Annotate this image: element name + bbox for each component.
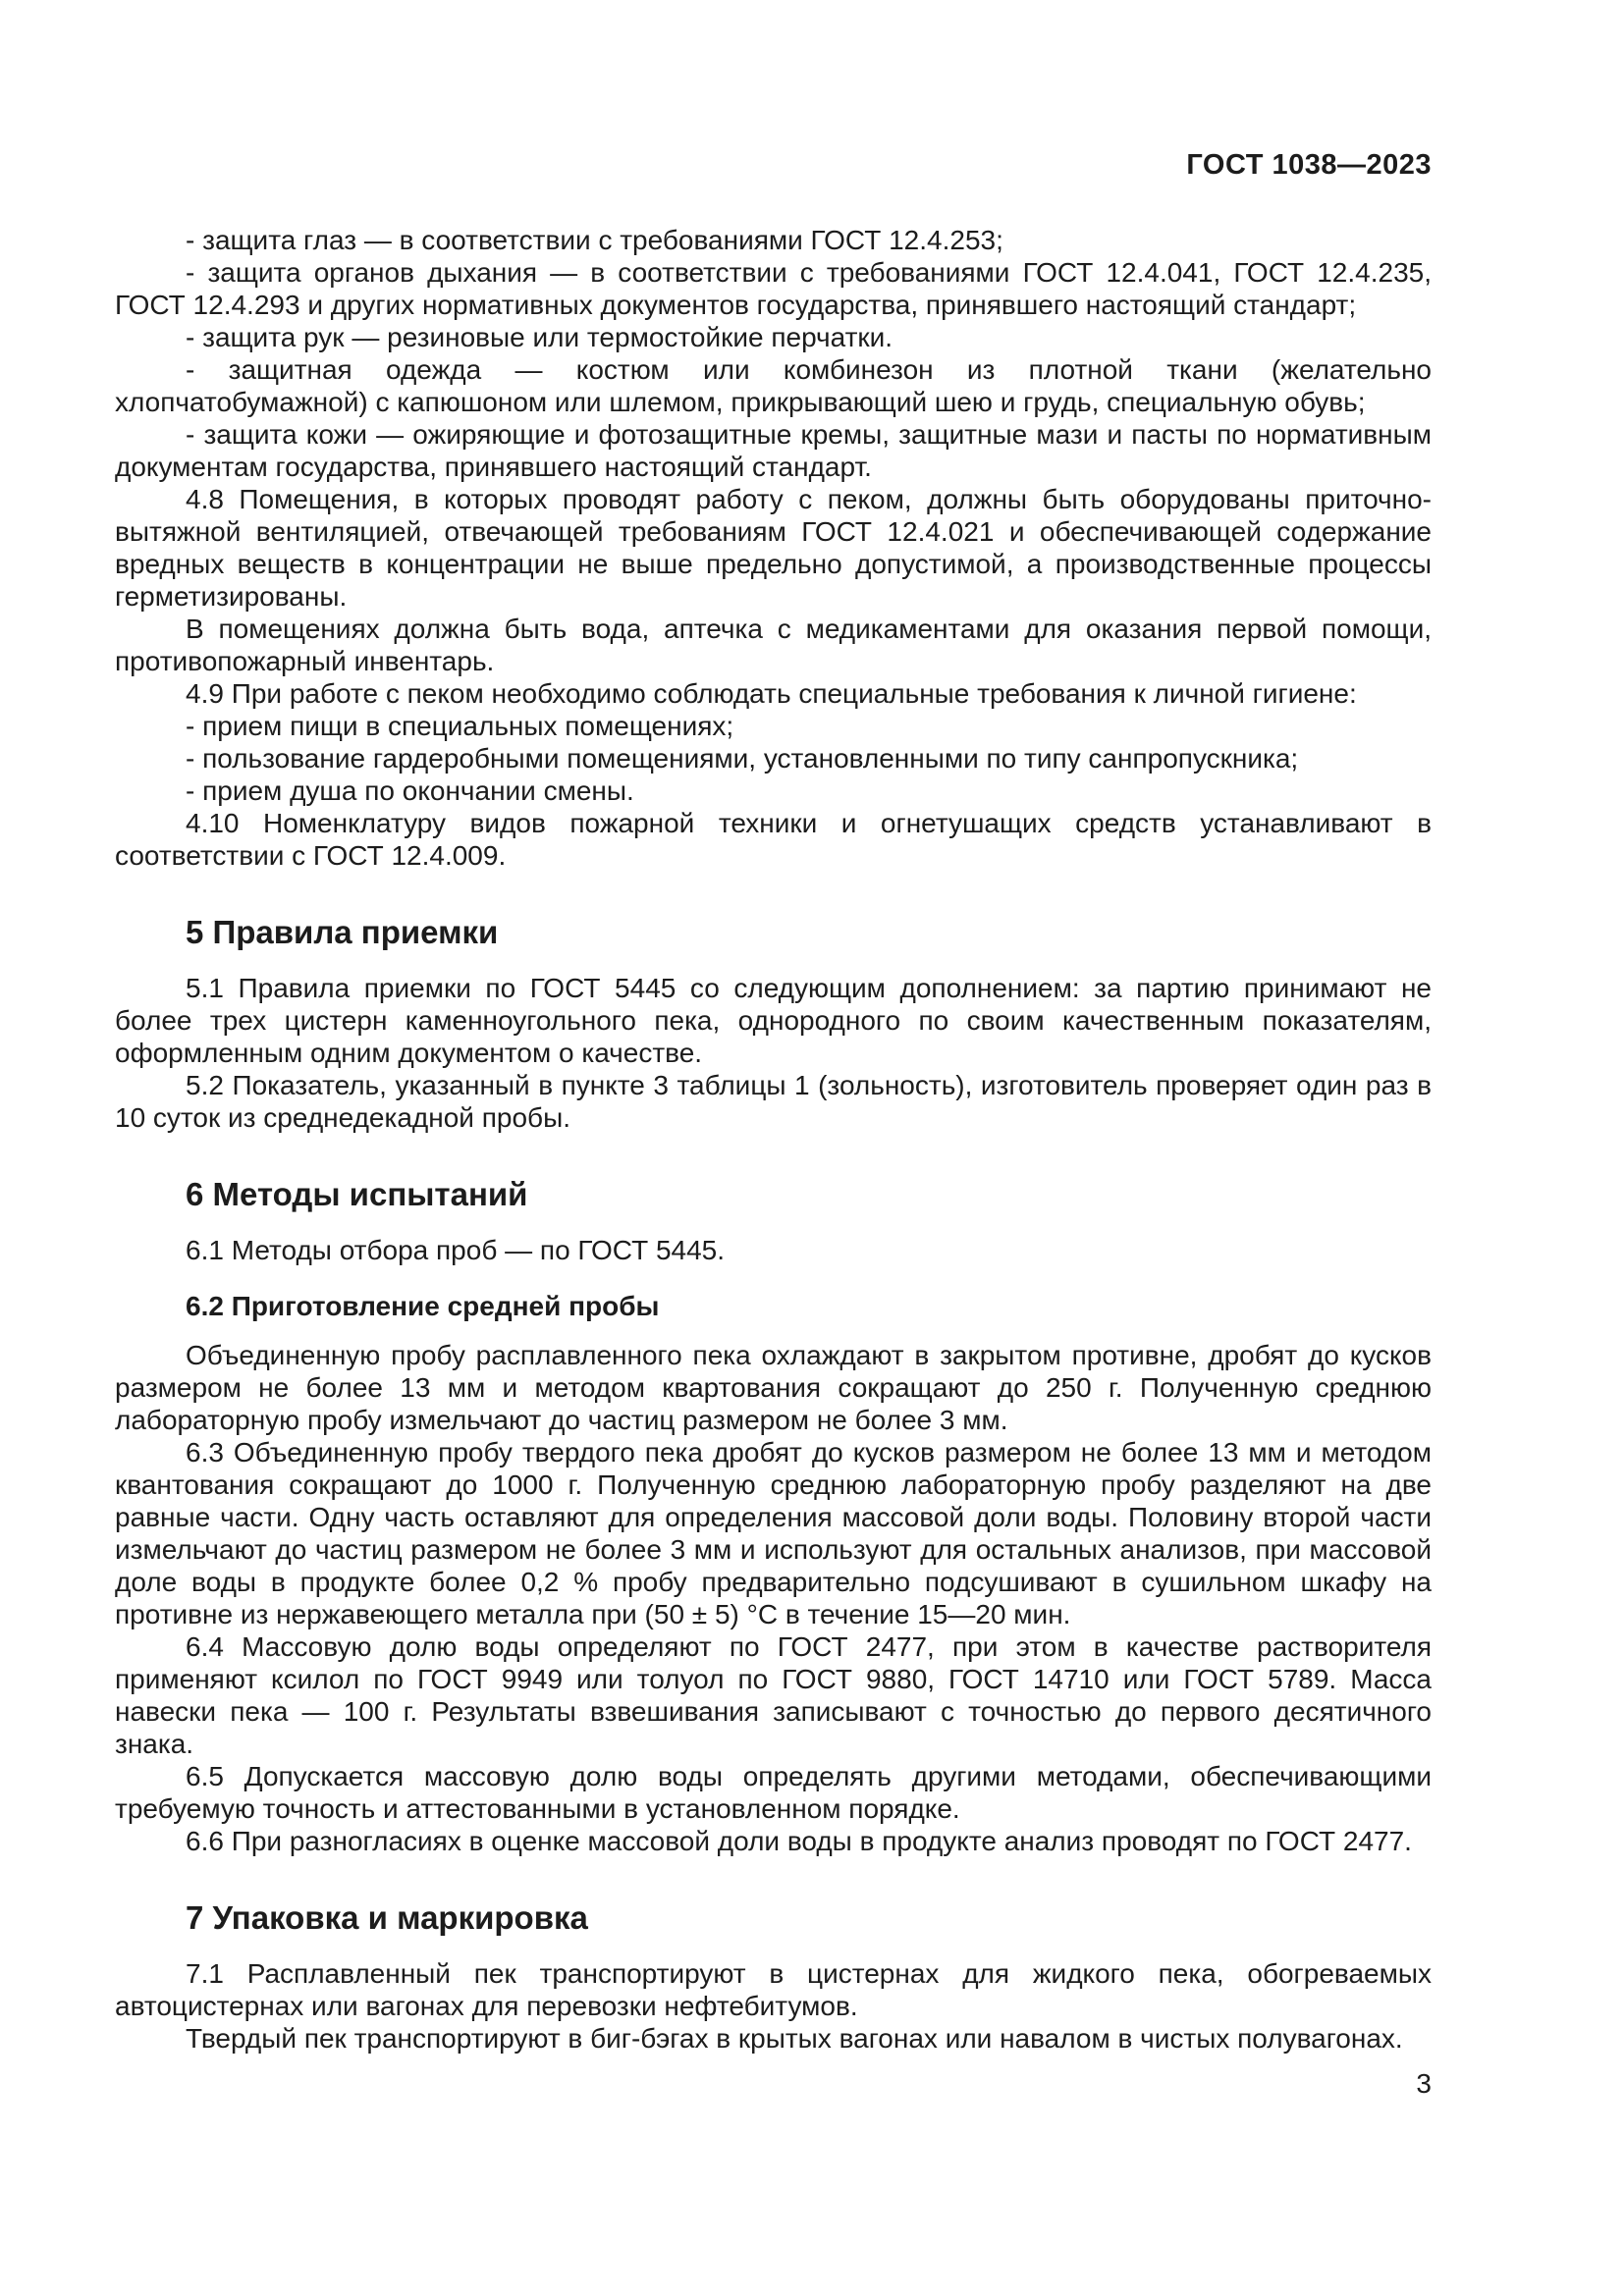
page-number: 3 bbox=[1416, 2068, 1432, 2099]
paragraph: 6.5 Допускается массовую долю воды определять другими методами, обеспечивающими требуемую точность и аттестованными в установленном порядке. bbox=[115, 1761, 1432, 1824]
paragraph: 5.2 Показатель, указанный в пункте 3 таблицы 1 (зольность), изготовитель проверяет один раз в 10 суток из среднедекадной пробы. bbox=[115, 1070, 1432, 1133]
paragraph: 4.10 Номенклатуру видов пожарной техники и огнетушащих средств устанавливают в соответствии с ГОСТ 12.4.009. bbox=[115, 808, 1432, 871]
subsection-heading: 6.2 Приготовление средней пробы bbox=[186, 1291, 660, 1321]
standard-designation-header: ГОСТ 1038—2023 bbox=[1186, 149, 1432, 181]
list-item: - прием пищи в специальных помещениях; bbox=[186, 711, 734, 741]
list-item: - защита кожи — ожиряющие и фотозащитные кремы, защитные мази и пасты по нормативным документам государства, принявшего настоящий стандарт. bbox=[115, 419, 1432, 482]
paragraph: 6.4 Массовую долю воды определяют по ГОСТ 2477, при этом в качестве растворителя применяют ксилол по ГОСТ 9949 или толуол по ГОСТ 9880, ГОСТ 14710 или ГОСТ 5789. Масса навески пека — 100 г. Результаты взвешивания записывают с точностью до первого десятичного знака. bbox=[115, 1631, 1432, 1759]
paragraph: Твердый пек транспортируют в биг-бэгах в крытых вагонах или навалом в чистых полувагонах. bbox=[186, 2023, 1403, 2054]
section-heading: 6 Методы испытаний bbox=[186, 1176, 528, 1212]
section-heading: 5 Правила приемки bbox=[186, 914, 499, 950]
section-heading: 7 Упаковка и маркировка bbox=[186, 1899, 588, 1936]
list-item: - прием душа по окончании смены. bbox=[186, 775, 634, 806]
paragraph: 6.6 При разногласиях в оценке массовой доли воды в продукте анализ проводят по ГОСТ 2477. bbox=[186, 1826, 1412, 1856]
paragraph: 4.8 Помещения, в которых проводят работу с пеком, должны быть оборудованы приточно-вытяжной вентиляцией, отвечающей требованиям ГОСТ 12.4.021 и обеспечивающей содержание вредных веществ в концентрации не выше предельно допустимой, а производственные процессы герметизированы. bbox=[115, 484, 1432, 612]
list-item: - защита органов дыхания — в соответствии с требованиями ГОСТ 12.4.041, ГОСТ 12.4.235, ГОСТ 12.4.293 и других нормативных документов государства, принявшего настоящий стандарт; bbox=[115, 257, 1432, 320]
paragraph: В помещениях должна быть вода, аптечка с медикаментами для оказания первой помощи, противопожарный инвентарь. bbox=[115, 614, 1432, 676]
list-item: - пользование гардеробными помещениями, установленными по типу санпропускника; bbox=[186, 743, 1299, 774]
paragraph: 6.1 Методы отбора проб — по ГОСТ 5445. bbox=[186, 1235, 726, 1265]
list-item: - защитная одежда — костюм или комбинезон из плотной ткани (желательно хлопчатобумажной) с капюшоном или шлемом, прикрывающий шею и грудь, специальную обувь; bbox=[115, 354, 1432, 417]
paragraph: Объединенную пробу расплавленного пека охлаждают в закрытом противне, дробят до кусков размером не более 13 мм и методом квартования сокращают до 250 г. Полученную среднюю лабораторную пробу измельчают до частиц размером не более 3 мм. bbox=[115, 1340, 1432, 1435]
list-item: - защита глаз — в соответствии с требованиями ГОСТ 12.4.253; bbox=[186, 225, 1003, 255]
paragraph: 6.3 Объединенную пробу твердого пека дробят до кусков размером не более 13 мм и методом квантования сокращают до 1000 г. Полученную среднюю лабораторную пробу разделяют на две равные части. Одну часть оставляют для определения массовой доли воды. Половину второй части измельчают до частиц размером не более 3 мм и используют для остальных анализов, при массовой доле воды в продукте более 0,2 % пробу предварительно подсушивают в сушильном шкафу на противне из нержавеющего металла при (50 ± 5) °С в течение 15—20 мин. bbox=[115, 1437, 1432, 1629]
list-item: - защита рук — резиновые или термостойкие перчатки. bbox=[186, 322, 893, 352]
paragraph: 4.9 При работе с пеком необходимо соблюдать специальные требования к личной гигиене: bbox=[186, 678, 1357, 709]
paragraph: 5.1 Правила приемки по ГОСТ 5445 со следующим дополнением: за партию принимают не более трех цистерн каменноугольного пека, однородного по своим качественным показателям, оформленным одним документом о качестве. bbox=[115, 973, 1432, 1068]
paragraph: 7.1 Расплавленный пек транспортируют в цистернах для жидкого пека, обогреваемых автоцистернах или вагонах для перевозки нефтебитумов. bbox=[115, 1958, 1432, 2021]
document-body bbox=[115, 0, 1432, 2055]
